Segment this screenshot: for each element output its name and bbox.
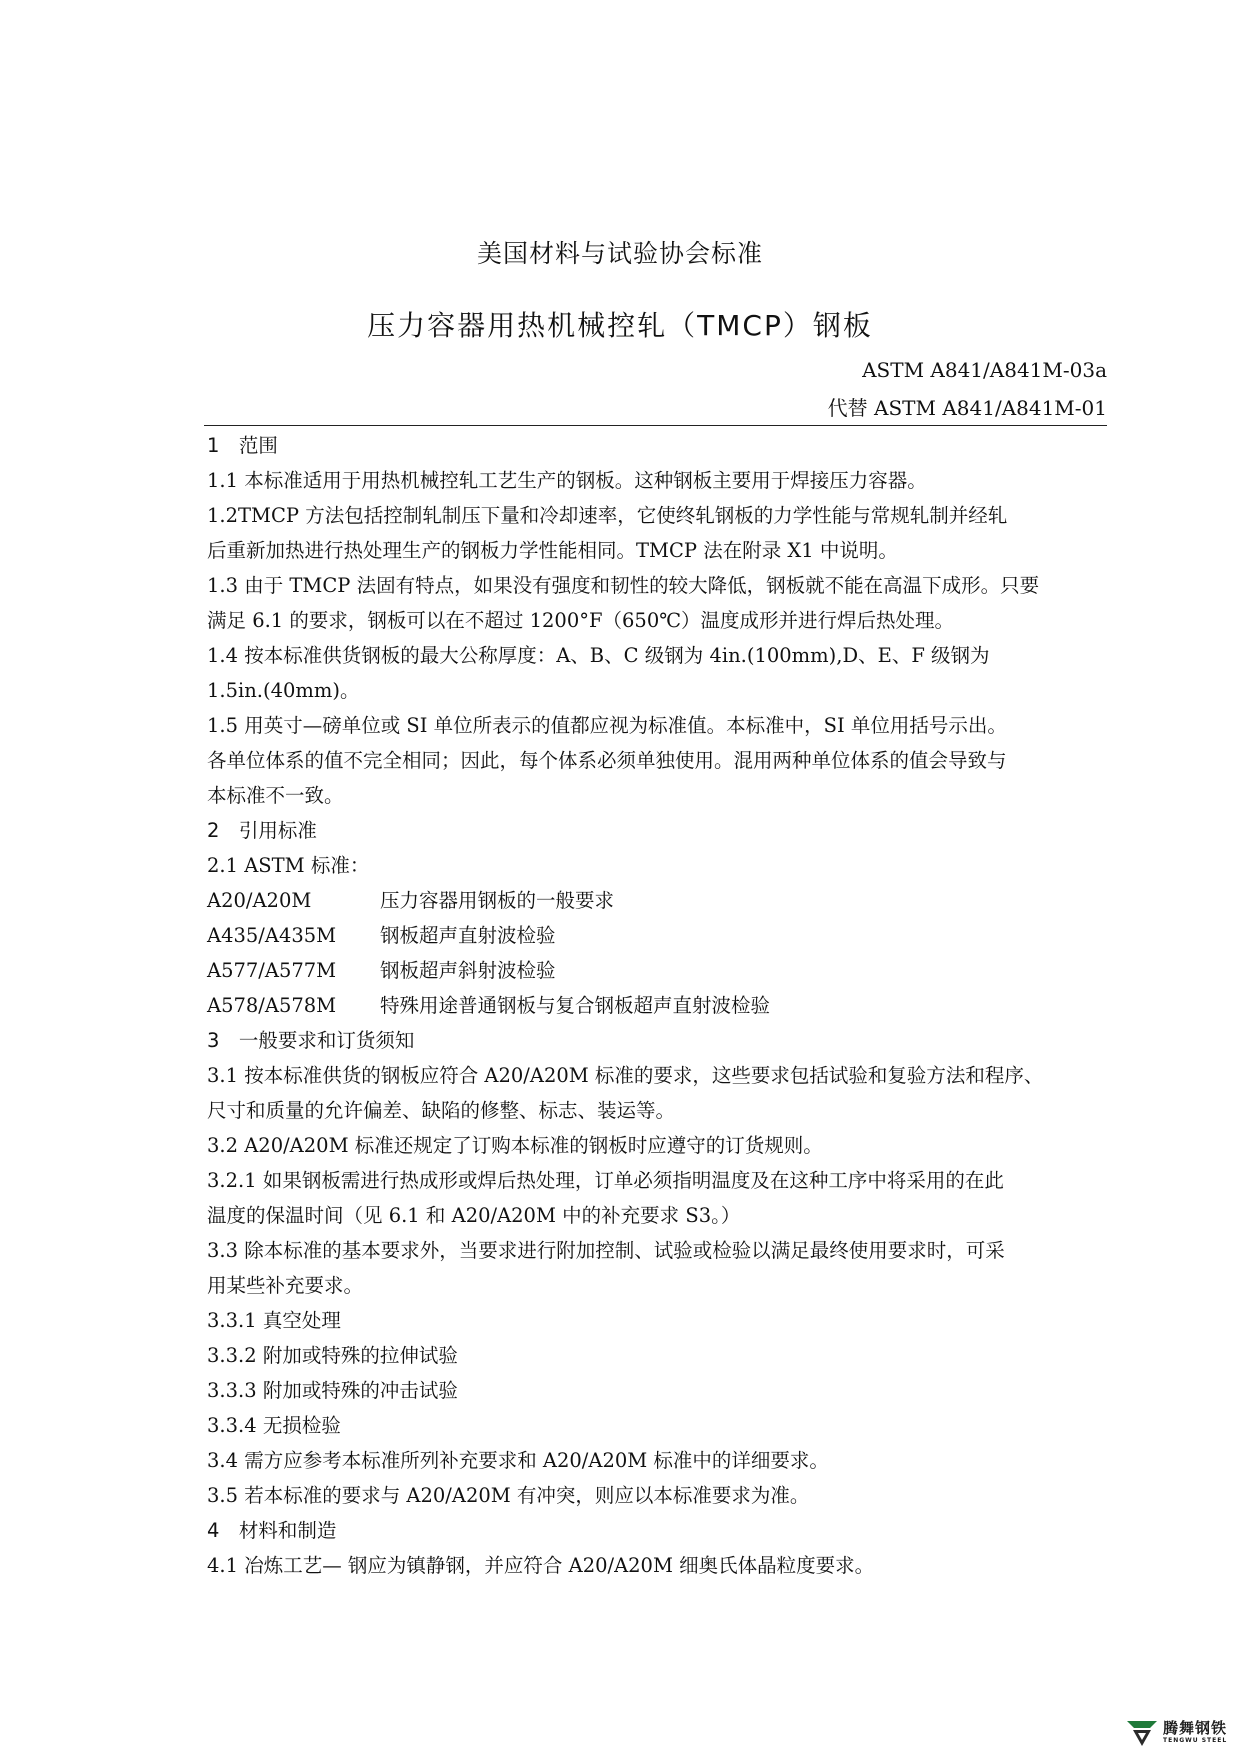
body-line: 3.3.2 附加或特殊的拉伸试验 — [207, 1344, 458, 1367]
standard-number: ASTM A841/A841M-03a — [862, 358, 1107, 382]
reference-code: A20/A20M — [207, 889, 312, 912]
body-line: 1.2TMCP 方法包括控制轧制压下量和冷却速率，它使终轧钢板的力学性能与常规轧制并经轧 — [207, 504, 1008, 527]
body-line: 3.1 按本标准供货的钢板应符合 A20/A20M 标准的要求，这些要求包括试验和复验方法和程序、 — [207, 1064, 1044, 1087]
body-line: 3.2 A20/A20M 标准还规定了订购本标准的钢板时应遵守的订货规则。 — [207, 1134, 823, 1157]
body-line: 用某些补充要求。 — [207, 1274, 364, 1297]
body-line: 1.5 用英寸—磅单位或 SI 单位所表示的值都应视为标准值。本标准中，SI 单位用括号示出。 — [207, 714, 1007, 737]
body-line: 3.3 除本标准的基本要求外，当要求进行附加控制、试验或检验以满足最终使用要求时，可采 — [207, 1239, 1005, 1262]
body-line: 温度的保温时间（见 6.1 和 A20/A20M 中的补充要求 S3。） — [207, 1204, 741, 1227]
reference-title: 压力容器用钢板的一般要求 — [380, 889, 615, 912]
reference-title: 钢板超声斜射波检验 — [380, 959, 556, 982]
reference-code: A577/A577M — [207, 959, 337, 982]
document-body — [207, 428, 1107, 1583]
company-logo — [1124, 1715, 1236, 1749]
reference-row — [207, 988, 1107, 1023]
body-line: 3.3.1 真空处理 — [207, 1309, 341, 1332]
replaces-standard: 代替 ASTM A841/A841M-01 — [827, 396, 1107, 420]
reference-code: A578/A578M — [207, 994, 337, 1017]
reference-row — [207, 953, 1107, 988]
body-line: 2.1 ASTM 标准： — [207, 854, 370, 877]
section-heading-references: 2 引用标准 — [207, 819, 317, 842]
reference-title: 钢板超声直射波检验 — [380, 924, 556, 947]
body-line: 3.4 需方应参考本标准所列补充要求和 A20/A20M 标准中的详细要求。 — [207, 1449, 829, 1472]
body-line: 3.3.4 无损检验 — [207, 1414, 341, 1437]
document-title: 压力容器用热机械控轧（TMCP）钢板 — [367, 309, 873, 342]
reference-code: A435/A435M — [207, 924, 337, 947]
body-line: 3.3.3 附加或特殊的冲击试验 — [207, 1379, 458, 1402]
body-line: 尺寸和质量的允许偏差、缺陷的修整、标志、装运等。 — [207, 1099, 676, 1122]
body-line: 3.5 若本标准的要求与 A20/A20M 有冲突，则应以本标准要求为准。 — [207, 1484, 810, 1507]
section-heading-general-requirements: 3 一般要求和订货须知 — [207, 1029, 415, 1052]
logo-chinese-name: 腾舞钢铁 — [1163, 1718, 1228, 1737]
body-line: 3.2.1 如果钢板需进行热成形或焊后热处理，订单必须指明温度及在这种工序中将采用的在此 — [207, 1169, 1004, 1192]
reference-row — [207, 918, 1107, 953]
body-line: 各单位体系的值不完全相同；因此，每个体系必须单独使用。混用两种单位体系的值会导致与 — [207, 749, 1007, 772]
body-line: 4.1 冶炼工艺— 钢应为镇静钢，并应符合 A20/A20M 细奥氏体晶粒度要求。 — [207, 1554, 875, 1577]
header-divider — [204, 425, 1107, 426]
reference-title: 特殊用途普通钢板与复合钢板超声直射波检验 — [380, 994, 771, 1017]
body-line: 本标准不一致。 — [207, 784, 344, 807]
body-line: 1.4 按本标准供货钢板的最大公称厚度：A、B、C 级钢为 4in.(100mm),D、E、F 级钢为 — [207, 644, 990, 667]
section-heading-scope: 1 范围 — [207, 434, 278, 457]
body-line: 1.1 本标准适用于用热机械控轧工艺生产的钢板。这种钢板主要用于焊接压力容器。 — [207, 469, 927, 492]
reference-row — [207, 883, 1107, 918]
body-line: 1.3 由于 TMCP 法固有特点，如果没有强度和韧性的较大降低，钢板就不能在高温下成形。只要 — [207, 574, 1040, 597]
steel-logo-icon — [1124, 1715, 1160, 1749]
organization-title: 美国材料与试验协会标准 — [476, 239, 763, 268]
body-line: 满足 6.1 的要求，钢板可以在不超过 1200°F（650℃）温度成形并进行焊后热处理。 — [207, 609, 955, 632]
body-line: 1.5in.(40mm)。 — [207, 679, 360, 702]
logo-english-name: TENGWU STEEL — [1163, 1736, 1228, 1744]
section-heading-materials: 4 材料和制造 — [207, 1519, 337, 1542]
body-line: 后重新加热进行热处理生产的钢板力学性能相同。TMCP 法在附录 X1 中说明。 — [207, 539, 898, 562]
